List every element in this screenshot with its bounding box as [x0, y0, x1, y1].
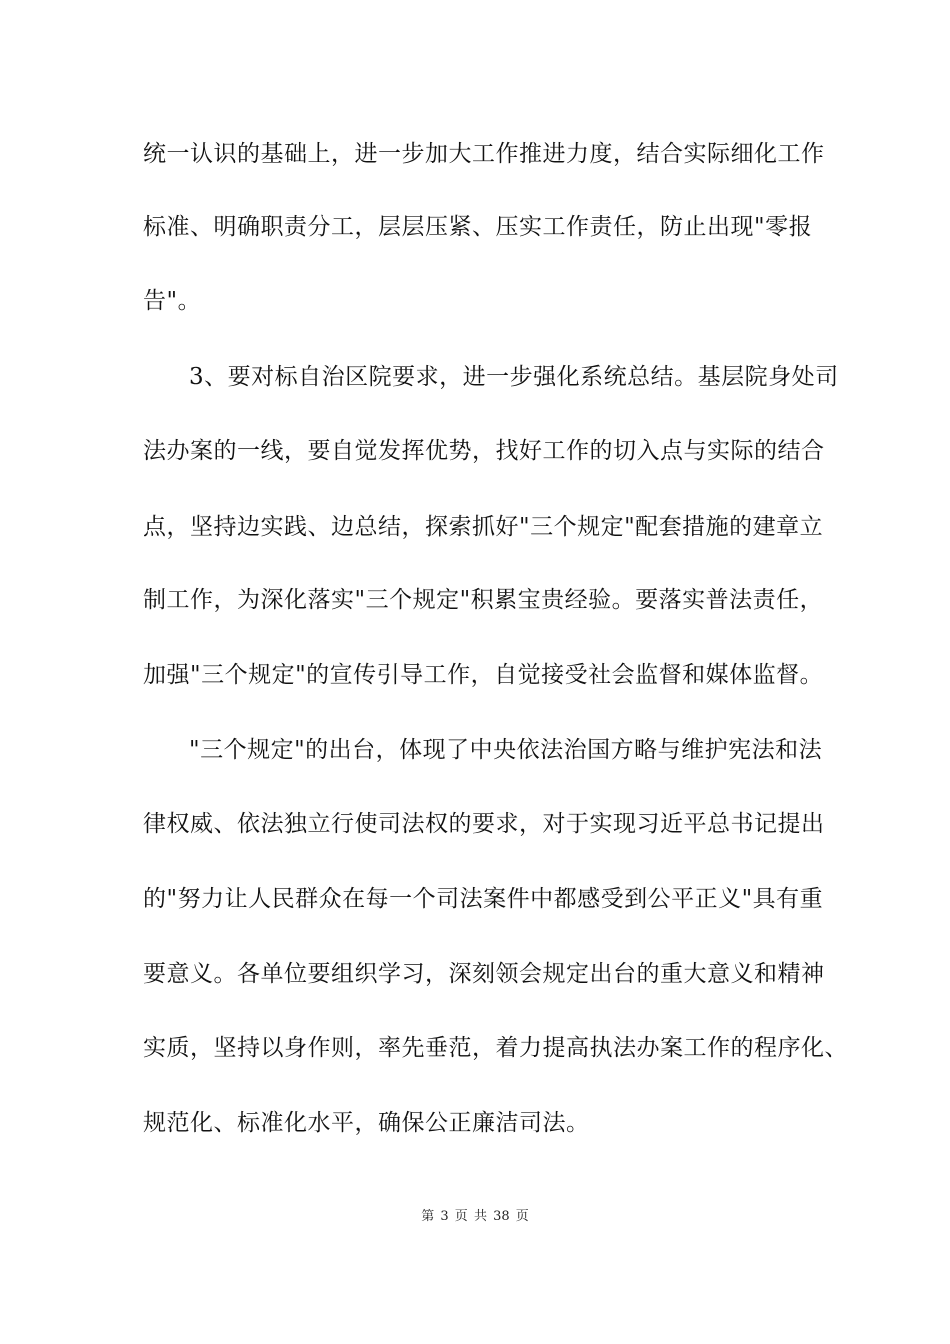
- page-footer: [0, 1208, 950, 1226]
- text-line-8: 加强"三个规定"的宣传引导工作，自觉接受社会监督和媒体监督。: [143, 662, 824, 688]
- footer-prefix: 第: [421, 1209, 435, 1224]
- text-line-5: 法办案的一线，要自觉发挥优势，找好工作的切入点与实际的结合: [143, 438, 825, 464]
- text-line-10: 律权威、依法独立行使司法权的要求，对于实现习近平总书记提出: [143, 811, 825, 837]
- text-line-12: 要意义。各单位要组织学习，深刻领会规定出台的重大意义和精神: [143, 961, 825, 987]
- text-line-3: 告"。: [143, 288, 202, 314]
- text-line-13: 实质，坚持以身作则，率先垂范，着力提高执法办案工作的程序化、: [143, 1035, 848, 1061]
- footer-suffix: 页: [515, 1209, 529, 1224]
- text-line-1: 统一认识的基础上，进一步加大工作推进力度，结合实际细化工作: [143, 141, 825, 167]
- text-line-6: 点，坚持边实践、边总结，探索抓好"三个规定"配套措施的建章立: [143, 514, 824, 540]
- footer-total-pages: 38: [493, 1209, 510, 1224]
- footer-current-page: 3: [440, 1209, 449, 1224]
- text-line-14: 规范化、标准化水平，确保公正廉洁司法。: [143, 1110, 590, 1136]
- text-line-4: 3、要对标自治区院要求，进一步强化系统总结。基层院身处司: [189, 364, 839, 390]
- text-line-2: 标准、明确职责分工，层层压紧、压实工作责任，防止出现"零报: [143, 214, 813, 240]
- text-line-11: 的"努力让人民群众在每一个司法案件中都感受到公平正义"具有重: [143, 886, 824, 912]
- text-line-9: "三个规定"的出台，体现了中央依法治国方略与维护宪法和法: [189, 737, 823, 763]
- text-line-7: 制工作，为深化落实"三个规定"积累宝贵经验。要落实普法责任，: [143, 587, 824, 613]
- footer-page-word: 页: [454, 1209, 468, 1224]
- footer-total-word: 共: [473, 1209, 487, 1224]
